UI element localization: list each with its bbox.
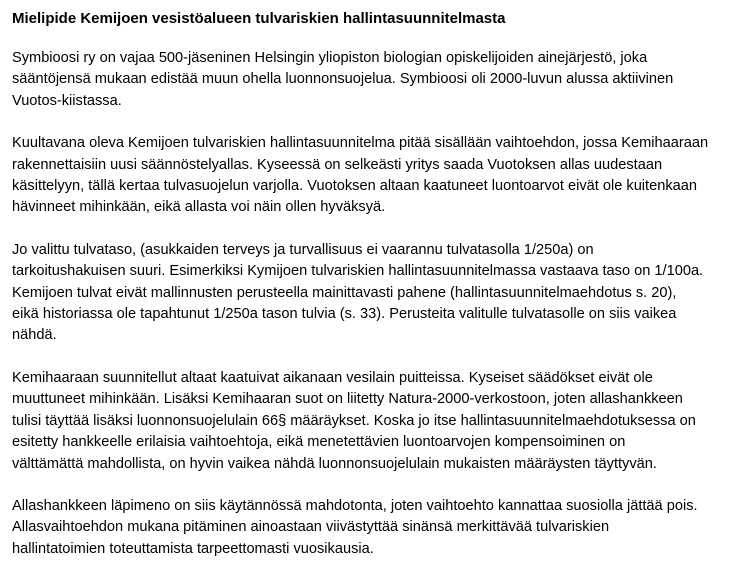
text-line: hallintatoimien toteuttamista tarpeettomasti vuosikausia. (12, 540, 374, 557)
text-line: tarkoitushakuisen suuri. Esimerkiksi Kymijoen tulvariskien hallintasuunnitelmassa vastaava taso on 1/100a. (12, 263, 704, 280)
text-line: Jo valittu tulvataso, (asukkaiden terveys ja turvallisuus ei vaarannu tulvatasolla 1/250a) on (12, 241, 594, 258)
text-line: muuttuneet mihinkään. Lisäksi Kemihaaran suot on liitetty Natura-2000-verkostoon, joten allashankkeen (12, 391, 683, 408)
text-line: rakennettaisiin uusi säännöstelyallas. Kyseessä on selkeästi yritys saada Vuotoksen allas uudestaan (12, 156, 663, 173)
text-line: Vuotos-kiistassa. (12, 92, 122, 109)
paragraph-conclusion (12, 496, 748, 560)
text-line: Symbioosi ry on vajaa 500-jäseninen Helsingin yliopiston biologian opiskelijoiden ainejärjestö, joka (12, 50, 648, 66)
text-line: Allashankkeen läpimeno on siis käytännössä mahdotonta, joten vaihtoehto kannattaa suosiolla jättää pois. (12, 497, 698, 514)
text-line: nähdä. (12, 327, 57, 344)
text-line: eikä historiassa ole tapahtunut 1/250a tason tulvia (s. 33). Perusteita valitulle tulvatasolle on siis vaikea (12, 306, 677, 323)
text-line: Kemihaaraan suunnitellut altaat kaatuivat aikanaan vesilain puitteissa. Kyseiset säädökset eivät ole (12, 369, 653, 386)
document-body (12, 7, 748, 581)
text-line: Allasvaihtoehdon mukana pitäminen ainoastaan viivästyttää sinänsä merkittävää tulvariskien (12, 519, 610, 536)
text-line: käsittelyyn, tällä kertaa tulvasuojelun varjolla. Vuotoksen altaan kaatuneet luontoarvot eivät ole kuitenkaan (12, 178, 697, 195)
paragraph-reservoir-option (12, 133, 748, 219)
text-line: välttämättä mahdollista, on hyvin vaikea nähdä luonnonsuojelulain mukaisten määräysten täyttyvän. (12, 455, 657, 472)
text-line: Kuultavana oleva Kemijoen tulvariskien hallintasuunnitelma pitää sisällään vaihtoehdon, jossa Kemihaaraan (12, 135, 709, 152)
text-line: sääntöjensä mukaan edistää muun ohella luonnonsuojelua. Symbioosi oli 2000-luvun alussa aktiivinen (12, 71, 674, 88)
text-line: hävinneet mihinkään, eikä allasta voi näin ollen hyväksyä. (12, 199, 386, 216)
text-line: esitetty hankkeelle erilaisia vaihtoehtoja, eikä menetettävien luontoarvojen kompensoiminen on (12, 434, 626, 451)
text-line: Kemijoen tulvat eivät mallinnusten perusteella mainittavasti pahene (hallintasuunnitelmaehdotus s. 20), (12, 284, 677, 301)
text-line: tulisi täyttää lisäksi luonnonsuojelulain 66§ määräykset. Koska jo itse hallintasuunnitelmaehdotuksessa on (12, 412, 696, 429)
paragraph-intro (12, 48, 748, 112)
document-title: Mielipide Kemijoen vesistöalueen tulvariskien hallintasuunnitelmasta (12, 10, 506, 27)
paragraph-legislation (12, 368, 748, 475)
paragraph-flood-level (12, 240, 748, 347)
